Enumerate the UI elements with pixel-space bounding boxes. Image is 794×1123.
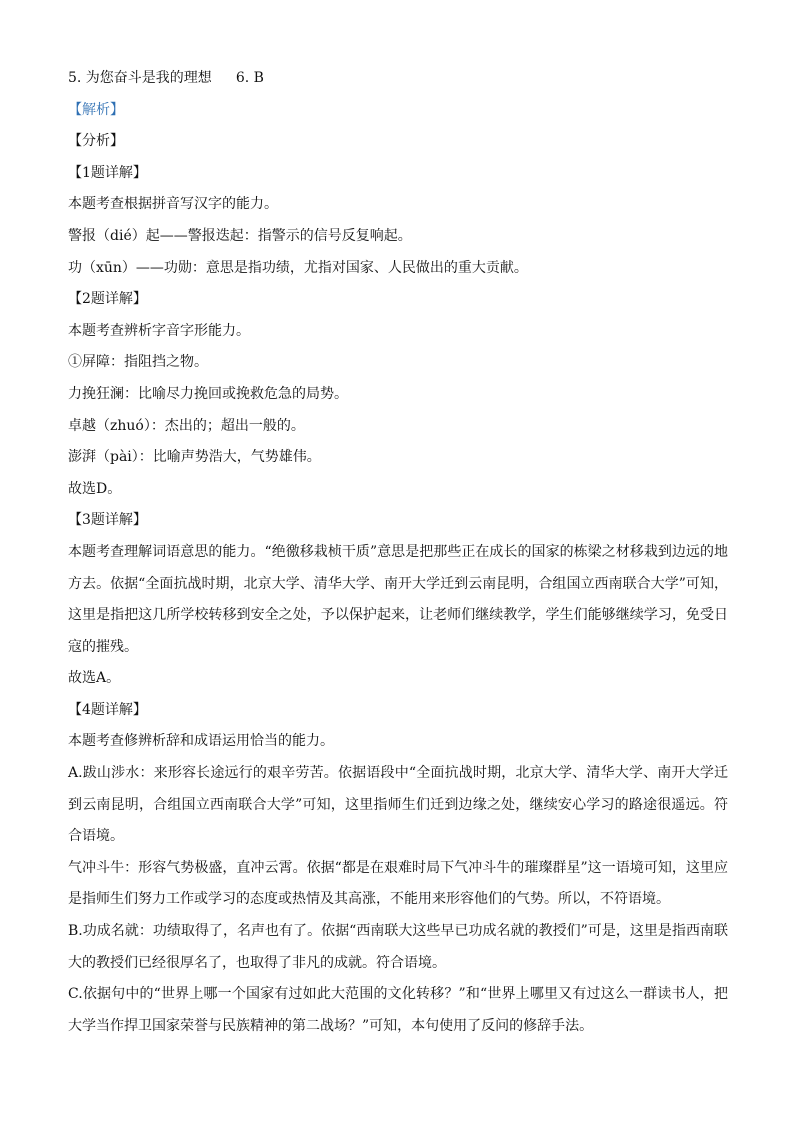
q2-intro: 本题考查辨析字音字形能力。 bbox=[68, 322, 250, 339]
q4-option-a: A.跋山涉水：来形容长途远行的艰辛劳苦。依据语段中“全面抗战时期，北京大学、清华大学、南开大学迁到云南昆明，合组国立西南联合大学”可知，这里指师生们迁到边缘之处，继续安心学习的路途很遥远。符合语境。 bbox=[68, 765, 728, 845]
q2-item-3: 卓越（zhuó）：杰出的；超出一般的。 bbox=[68, 417, 305, 434]
q3-paragraph: 本题考查理解词语意思的能力。“绝徼移栽桢干质”意思是把那些正在成长的国家的栋梁之材移栽到边远的地方去。依据“全面抗战时期，北京大学、清华大学、南开大学迁到云南昆明，合组国立西南联合大学”可知，这里是指把这几所学校转移到安全之处，予以保护起来，让老师们继续教学，学生们能够继续学习，免受日寇的摧残。 bbox=[68, 543, 728, 655]
q2-item-4: 澎湃（pài）：比喻声势浩大，气势雄伟。 bbox=[68, 449, 321, 466]
q4-intro: 本题考查修辨析辞和成语运用恰当的能力。 bbox=[68, 733, 334, 750]
q6-answer: 6. B bbox=[235, 70, 264, 86]
q4-option-b: B.功成名就：功绩取得了，名声也有了。依据“西南联大这些早已功成名就的教授们”可是，这里是指西南联大的教授们已经很厚名了，也取得了非凡的成就。符合语境。 bbox=[68, 923, 728, 971]
q4-heading: 【4题详解】 bbox=[68, 701, 147, 718]
q4-qichong: 气冲斗牛：形容气势极盛，直冲云霄。依据“都是在艰难时局下气冲斗牛的璀璨群星”这一语境可知，这里应是指师生们努力工作或学习的态度或热情及其高涨，不能用来形容他们的气势。所以，不符语境。 bbox=[68, 859, 728, 908]
q5-answer: 5. 为您奋斗是我的理想 bbox=[68, 70, 212, 86]
q3-answer: 故选A。 bbox=[68, 670, 121, 687]
q2-answer: 故选D。 bbox=[68, 480, 122, 497]
q1-item-2: 功（xūn）——功勋：意思是指功绩，尤指对国家、人民做出的重大贡献。 bbox=[68, 259, 528, 276]
q2-item-1: ①屏障：指阻挡之物。 bbox=[68, 354, 208, 371]
q4-option-c: C.依据句中的“世界上哪一个国家有过如此大范围的文化转移？”和“世界上哪里又有过这么一群读书人，把大学当作捍卫国家荣誉与民族精神的第二战场？”可知，本句使用了反问的修辞手法。 bbox=[68, 986, 728, 1034]
q2-heading: 【2题详解】 bbox=[68, 291, 147, 308]
answer-line bbox=[68, 63, 728, 95]
fenxi-heading: 【分析】 bbox=[68, 133, 124, 150]
q3-heading: 【3题详解】 bbox=[68, 512, 147, 529]
jiexi-heading: 【解析】 bbox=[68, 101, 124, 118]
q1-intro: 本题考查根据拼音写汉字的能力。 bbox=[68, 196, 278, 213]
q1-item-1: 警报（dié）起——警报迭起：指警示的信号反复响起。 bbox=[68, 227, 412, 244]
q2-item-2: 力挽狂澜：比喻尽力挽回或挽救危急的局势。 bbox=[68, 385, 348, 402]
q1-heading: 【1题详解】 bbox=[68, 164, 147, 181]
document-page bbox=[68, 63, 728, 1042]
